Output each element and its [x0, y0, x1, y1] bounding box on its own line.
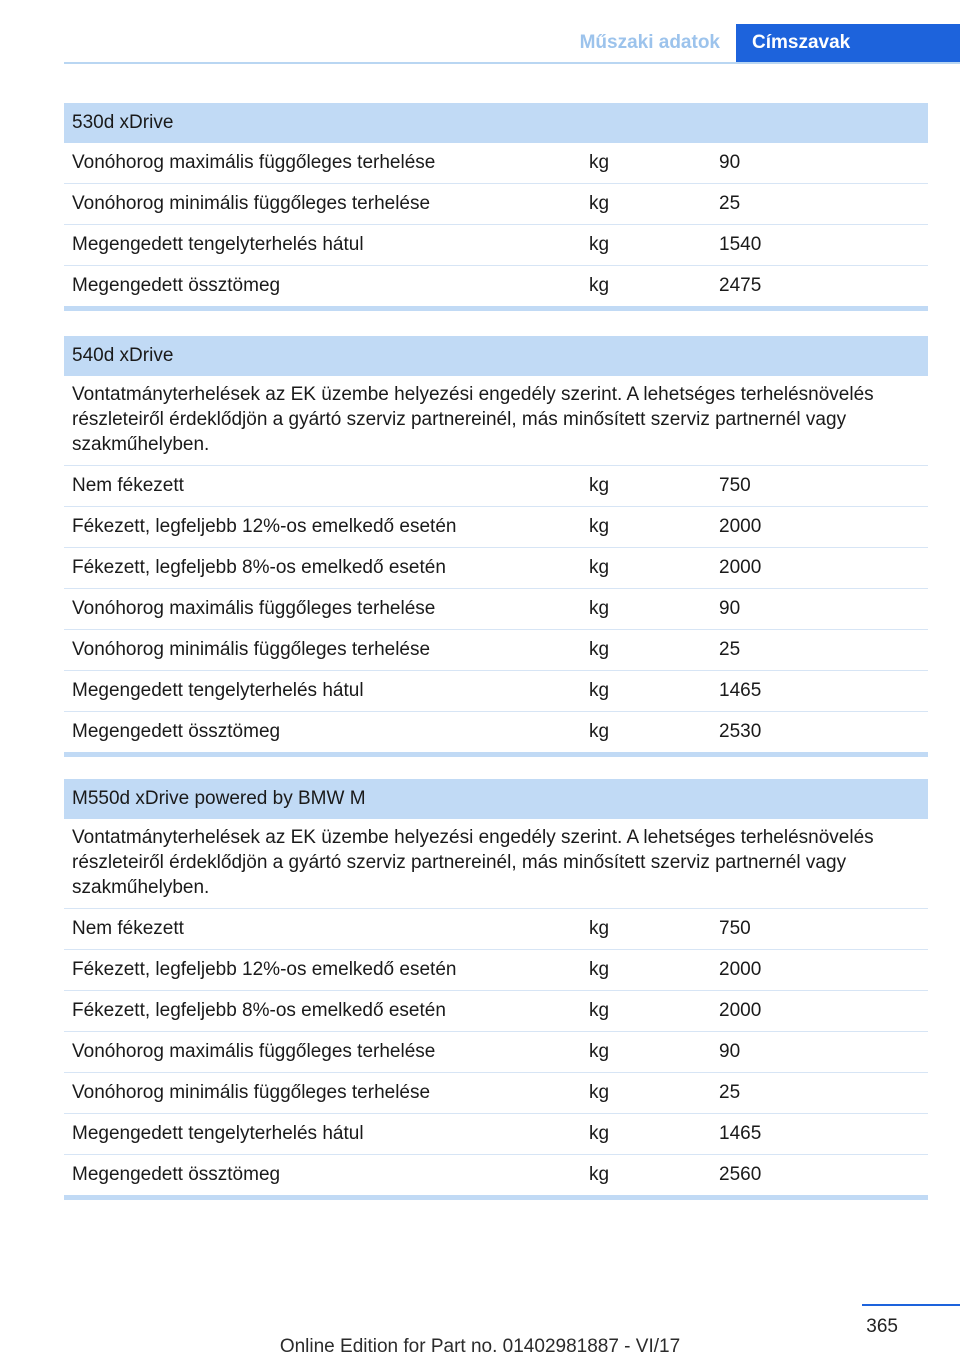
row-value: 90 [719, 598, 741, 619]
row-label: Fékezett, legfeljebb 8%-os emelkedő esetén [72, 1000, 446, 1021]
row-unit: kg [589, 475, 610, 496]
row-value: 2000 [719, 557, 762, 578]
table-row [64, 950, 928, 991]
row-value: 25 [719, 1082, 741, 1103]
row-value: 1465 [719, 680, 762, 701]
table-row [64, 1032, 928, 1073]
row-unit: kg [589, 1164, 610, 1185]
row-label: Fékezett, legfeljebb 12%-os emelkedő esetén [72, 959, 457, 980]
row-unit: kg [589, 1123, 610, 1144]
table-row [64, 548, 928, 589]
row-value: 1465 [719, 1123, 762, 1144]
row-unit: kg [589, 1041, 610, 1062]
row-value: 2560 [719, 1164, 762, 1185]
row-value: 750 [719, 475, 751, 496]
row-value: 2530 [719, 721, 762, 742]
table-row [64, 630, 928, 671]
row-label: Megengedett tengelyterhelés hátul [72, 680, 364, 701]
table-row [64, 1114, 928, 1155]
table-row [64, 1073, 928, 1114]
table-note: Vontatmányterhelések az EK üzembe helyezési engedély szerint. A lehetséges terhelésnövelés részleteiről érdeklődjön a gyártó szerviz partnereinél, más minősített szerviz partnernél vagy szakműhelyben. [64, 819, 928, 909]
row-unit: kg [589, 557, 610, 578]
row-label: Vonóhorog maximális függőleges terhelése [72, 1041, 436, 1062]
row-unit: kg [589, 1000, 610, 1021]
row-label: Vonóhorog minimális függőleges terhelése [72, 193, 431, 214]
table-row [64, 466, 928, 507]
row-value: 2000 [719, 1000, 762, 1021]
row-value: 1540 [719, 234, 762, 255]
table-row [64, 991, 928, 1032]
row-label: Megengedett össztömeg [72, 1164, 281, 1185]
table-row [64, 184, 928, 225]
table-title: 540d xDrive [64, 336, 928, 376]
row-unit: kg [589, 721, 610, 742]
page-number: 365 [866, 1316, 898, 1337]
row-label: Vonóhorog maximális függőleges terhelése [72, 598, 436, 619]
row-value: 2000 [719, 959, 762, 980]
row-unit: kg [589, 234, 610, 255]
row-unit: kg [589, 918, 610, 939]
table-row [64, 143, 928, 184]
row-unit: kg [589, 959, 610, 980]
row-label: Fékezett, legfeljebb 12%-os emelkedő esetén [72, 516, 457, 537]
table-row [64, 507, 928, 548]
row-label: Vonóhorog minimális függőleges terhelése [72, 1082, 431, 1103]
row-unit: kg [589, 639, 610, 660]
row-label: Vonóhorog minimális függőleges terhelése [72, 639, 431, 660]
row-label: Megengedett össztömeg [72, 275, 281, 296]
table-note: Vontatmányterhelések az EK üzembe helyezési engedély szerint. A lehetséges terhelésnövelés részleteiről érdeklődjön a gyártó szerviz partnereinél, más minősített szerviz partnernél vagy szakműhelyben. [64, 376, 928, 466]
row-label: Megengedett össztömeg [72, 721, 281, 742]
row-label: Megengedett tengelyterhelés hátul [72, 1123, 364, 1144]
page-number-rule [862, 1304, 960, 1306]
row-unit: kg [589, 680, 610, 701]
footer-edition: Online Edition for Part no. 01402981887 - VI/17 [279, 1336, 681, 1357]
table-row [64, 909, 928, 950]
page-header [64, 24, 960, 64]
table-row [64, 589, 928, 630]
spec-table-530d [64, 103, 928, 311]
header-chapter-tab: Címszavak [736, 24, 960, 62]
row-label: Nem fékezett [72, 475, 184, 496]
row-unit: kg [589, 516, 610, 537]
row-value: 90 [719, 1041, 741, 1062]
row-unit: kg [589, 193, 610, 214]
row-unit: kg [589, 1082, 610, 1103]
table-title: 530d xDrive [64, 103, 928, 143]
row-unit: kg [589, 152, 610, 173]
row-value: 25 [719, 193, 741, 214]
table-row [64, 712, 928, 757]
row-value: 2475 [719, 275, 762, 296]
row-label: Vonóhorog maximális függőleges terhelése [72, 152, 436, 173]
table-row [64, 225, 928, 266]
spec-table-m550d [64, 779, 928, 1200]
table-title: M550d xDrive powered by BMW M [64, 779, 928, 819]
table-row [64, 671, 928, 712]
header-section-title: Műszaki adatok [579, 32, 720, 53]
row-value: 25 [719, 639, 741, 660]
spec-table-540d [64, 336, 928, 757]
table-row [64, 266, 928, 311]
row-label: Fékezett, legfeljebb 8%-os emelkedő esetén [72, 557, 446, 578]
table-row [64, 1155, 928, 1200]
row-label: Megengedett tengelyterhelés hátul [72, 234, 364, 255]
row-value: 90 [719, 152, 741, 173]
row-label: Nem fékezett [72, 918, 184, 939]
row-unit: kg [589, 275, 610, 296]
row-value: 2000 [719, 516, 762, 537]
row-unit: kg [589, 598, 610, 619]
row-value: 750 [719, 918, 751, 939]
